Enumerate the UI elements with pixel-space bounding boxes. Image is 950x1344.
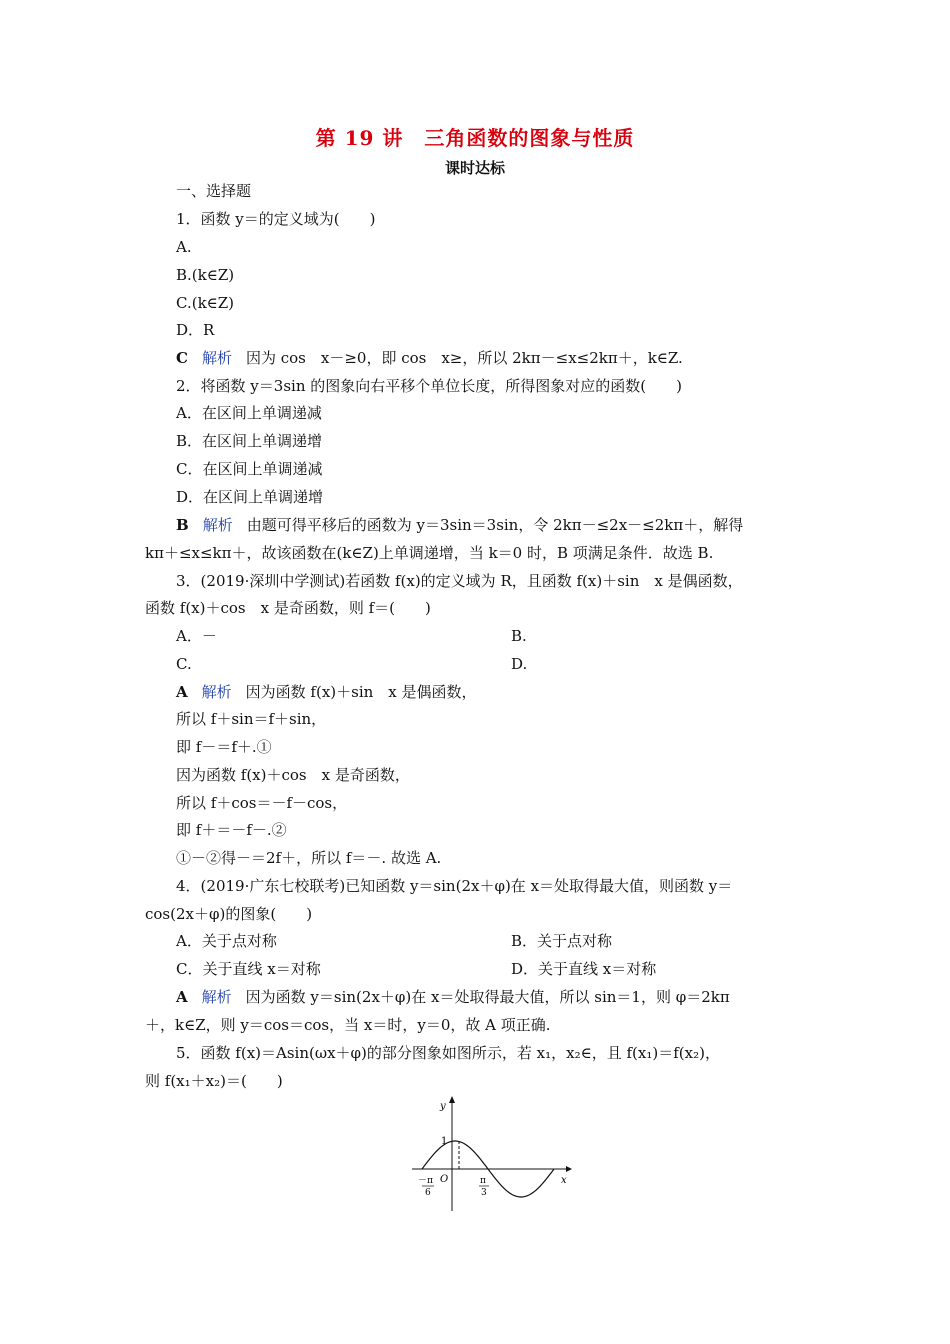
pi-symbol: π — [427, 1176, 433, 1186]
text-line-q3oa — [176, 626, 217, 646]
line-text: C.(k∈Z) — [176, 294, 235, 312]
section-heading: 一、选择题 — [176, 182, 252, 200]
text-line-q4oa — [176, 931, 277, 951]
line-text: D．关于直线 x＝对称 — [511, 960, 657, 978]
text-line-q3od — [511, 654, 527, 674]
text-line-q1d — [176, 320, 214, 340]
sine-graph — [400, 1093, 600, 1223]
line-text: 1．函数 y＝的定义域为( ) — [176, 210, 376, 228]
line-text: cos(2x＋φ)的图象( ) — [145, 905, 313, 923]
text-line-q1 — [176, 209, 376, 229]
text-line-q2c — [176, 459, 322, 479]
line-text: 4．(2019·广东七校联考)已知函数 y＝sin(2x＋φ)在 x＝处取得最大值，则函数 y＝ — [176, 877, 733, 895]
text-line-q4b — [145, 904, 312, 924]
answer-letter: B — [176, 516, 189, 534]
text-line-q2s2 — [145, 543, 713, 563]
origin-label: O — [440, 1174, 449, 1185]
text-line-q2s — [176, 515, 743, 535]
line-text: C．在区间上单调递减 — [176, 460, 323, 478]
text-line-q1b — [176, 265, 234, 285]
line-text: 5．函数 f(x)＝Asin(ωx＋φ)的部分图象如图所示，若 x₁，x₂∈，且 f(x₁)＝f(x₂)， — [176, 1044, 720, 1062]
line-text: D. — [511, 655, 528, 673]
line-text: 所以 f＋cos＝－f－cos， — [176, 794, 348, 812]
line-text: A．关于点对称 — [176, 932, 277, 950]
x-axis-arrow — [566, 1166, 572, 1172]
text-line-q3s7 — [176, 848, 441, 868]
text-line-q3s — [176, 682, 477, 702]
line-text: 即 f－＝f＋.① — [176, 738, 272, 756]
line-text: D．R — [176, 321, 215, 339]
text-line-q1c — [176, 293, 234, 313]
line-text: A. — [176, 238, 192, 256]
page-title: 第 19 讲 三角函数的图象与性质 — [315, 126, 635, 150]
line-text: A．在区间上单调递减 — [176, 404, 322, 422]
analysis-label: 解析 — [201, 683, 232, 701]
neg-sign: － — [418, 1176, 428, 1186]
text-line-q3s2 — [176, 709, 326, 729]
line-text: B．关于点对称 — [511, 932, 613, 950]
analysis-label: 解析 — [201, 988, 232, 1006]
line-text: B．在区间上单调递增 — [176, 432, 323, 450]
line-text: 因为 cos x－≥0，即 cos x≥，所以 2kπ－≤x≤2kπ＋，k∈Z. — [245, 349, 683, 367]
line-text: 即 f＋＝－f－.② — [176, 821, 287, 839]
line-text: 由题可得平移后的函数为 y＝3sin＝3sin，令 2kπ－≤2x－≤2kπ＋，解得 — [246, 516, 744, 534]
text-line-q5b — [145, 1071, 283, 1091]
line-text: 因为函数 f(x)＋cos x 是奇函数， — [176, 766, 410, 784]
line-text: 3．(2019·深圳中学测试)若函数 f(x)的定义域为 R，且函数 f(x)＋sin x 是偶函数， — [176, 572, 743, 590]
text-line-q4ob — [511, 931, 612, 951]
text-line-q2a — [176, 403, 322, 423]
answer-letter: A — [176, 988, 188, 1006]
line-text: 所以 f＋sin＝f＋sin， — [176, 710, 327, 728]
text-line-q2 — [176, 376, 682, 396]
text-line-q1a — [176, 237, 192, 257]
text-line-q3s4 — [176, 765, 410, 785]
y-axis-arrow — [449, 1096, 455, 1103]
line-text: ＋，k∈Z，则 y＝cos＝cos，当 x＝时，y＝0，故 A 项正确. — [145, 1016, 551, 1034]
line-text: C．关于直线 x＝对称 — [176, 960, 321, 978]
three-label: 3 — [481, 1188, 487, 1198]
answer-letter: C — [176, 349, 188, 367]
line-text: kπ＋≤x≤kπ＋，故该函数在(k∈Z)上单调递增，当 k＝0 时，B 项满足条件．故选 B. — [145, 544, 714, 562]
page-subtitle: 课时达标 — [444, 159, 505, 177]
six-label: 6 — [425, 1188, 431, 1198]
text-line-q4s — [176, 987, 730, 1007]
text-line-q3 — [176, 571, 743, 591]
text-line-q3oc — [176, 654, 192, 674]
line-text: C. — [176, 655, 192, 673]
one-label: 1 — [441, 1136, 448, 1147]
analysis-label: 解析 — [202, 516, 233, 534]
text-line-q5 — [176, 1043, 720, 1063]
answer-letter: A — [176, 683, 188, 701]
text-line-q4s2 — [145, 1015, 551, 1035]
text-line-q3s5 — [176, 793, 347, 813]
text-line-q4oc — [176, 959, 321, 979]
text-line-q2d — [176, 487, 323, 507]
line-text: 函数 f(x)＋cos x 是奇函数，则 f＝( ) — [145, 599, 431, 617]
text-line-q3b — [145, 598, 431, 618]
line-text: D．在区间上单调递增 — [176, 488, 324, 506]
line-text: 因为函数 f(x)＋sin x 是偶函数， — [245, 683, 477, 701]
neg-pi-6-label — [418, 1176, 433, 1186]
y-axis-label: y — [440, 1101, 446, 1112]
line-text: 则 f(x₁＋x₂)＝( ) — [145, 1072, 283, 1090]
line-text: A．－ — [176, 627, 217, 645]
text-line-q4 — [176, 876, 732, 896]
x-axis-label: x — [561, 1175, 567, 1186]
text-line-q4od — [511, 959, 656, 979]
text-line-q3ob — [511, 626, 527, 646]
line-text: B.(k∈Z) — [176, 266, 235, 284]
pi-3-label: π — [480, 1176, 486, 1186]
text-line-q1s — [176, 348, 683, 368]
text-line-q3s6 — [176, 820, 287, 840]
text-line-q2b — [176, 431, 322, 451]
analysis-label: 解析 — [201, 349, 232, 367]
line-text: 因为函数 y＝sin(2x＋φ)在 x＝处取得最大值，所以 sin＝1，则 φ＝2kπ — [245, 988, 730, 1006]
line-text: ①－②得－＝2f＋，所以 f＝－. 故选 A. — [176, 849, 442, 867]
line-text: 2．将函数 y＝3sin 的图象向右平移个单位长度，所得图象对应的函数( ) — [176, 377, 682, 395]
line-text: B. — [511, 627, 527, 645]
text-line-q3s3 — [176, 737, 272, 757]
